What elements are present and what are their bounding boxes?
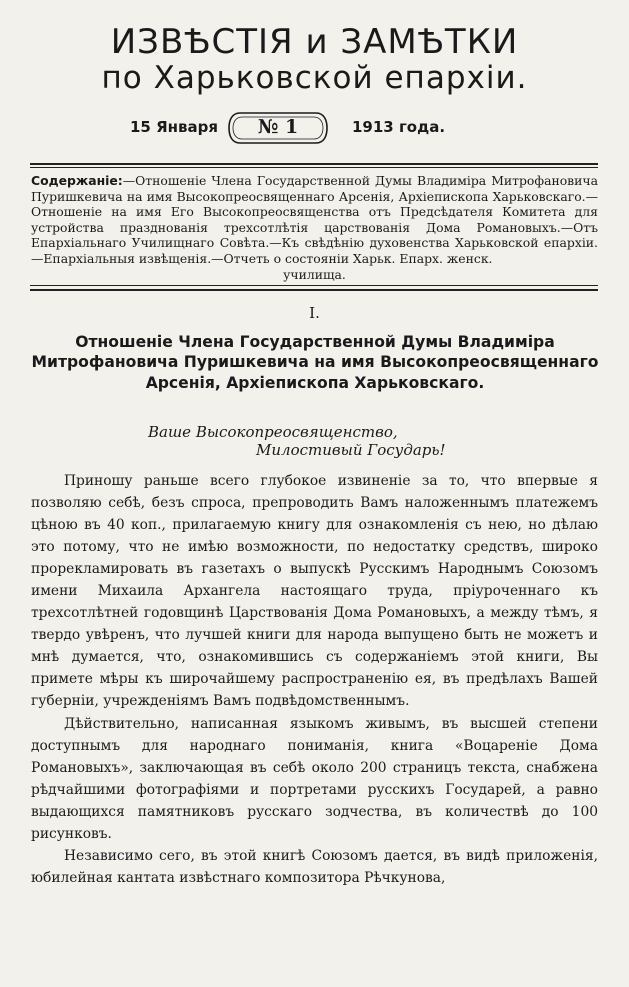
contents-text: —Отношеніе Члена Государственной Думы Владиміра Митрофановича Пуришкевича на имя Высокопреосвященнаго Арсенія, Архіепископа Харьковскаго.—Отношеніе на имя Его Высокопреосвященства отъ Предсѣдателя Комитета для устройства празднованія трехсотлѣтія царствованія Дома Романовыхъ.—Отъ Епархіальнаго Училищнаго Совѣта.—Къ свѣдѣнію духовенства Харьковской епархіи. —Епархіальныя извѣщенія.—Отчеть о состояніи Харьк. Епарх. женск. [31, 173, 598, 266]
salutation-line-1: Ваше Высокопреосвященство, [148, 423, 398, 441]
paragraph: Приношу раньше всего глубокое извиненіе за то, что впервые я позволяю себѣ, безъ спроса, препроводить Вамъ наложеннымъ платежемъ цѣною въ 40 коп., прилагаемую книгу для ознакомленія съ нею, но дѣлаю это потому, что не имѣю возможности, по недостатку средствъ, широко прорекламировать въ газетахъ о выпускѣ Русскимъ Народнымъ Союзомъ имени Михаила Архангела настоящаго труда, пріуроченнаго къ трехсотлѣтней годовщинѣ Царствованія Дома Романовыхъ, а между тѣмъ, я твердо увѣренъ, что лучшей книги для народа выпущено быть не можетъ и мнѣ думается, что, ознакомившись съ содержаніемъ этой книги, Вы примете мѣры къ широчайшему распространенію ея, въ предѣлахъ Вашей губерніи, учрежденіямъ Вамъ подвѣдомственнымъ. [31, 473, 598, 710]
rule-top-thin [30, 167, 598, 168]
issue-line [0, 110, 629, 150]
contents-last-line: училища. [283, 266, 346, 282]
rule-top [30, 163, 598, 165]
issue-number: № 1 [257, 116, 299, 138]
issue-year: 1913 года. [352, 118, 446, 136]
contents-label: Содержаніе: [31, 173, 123, 188]
rule-bottom-thin [30, 285, 598, 286]
issue-date: 15 Января [130, 118, 218, 136]
article-title: Отношеніе Члена Государственной Думы Владиміра Митрофановича Пуришкевича на имя Высокопреосвященнаго Арсенія, Архіепископа Харьковскаго. [31, 333, 599, 392]
paragraph: Независимо сего, въ этой книгѣ Союзомъ дается, въ видѣ приложенія, юбилейная кантата извѣстнаго композитора Рѣчкунова, [31, 847, 598, 886]
paragraph: Дѣйствительно, написанная языкомъ живымъ, въ высшей степени доступнымъ для народнаго пониманія, книга «Воцареніе Дома Романовыхъ», заключающая въ себѣ около 200 страницъ текста, снабжена рѣдчайшими фотографіями и портретами русскихъ Государей, а равно выдающихся памятниковъ русскаго зодчества, въ количествѣ до 100 рисунковъ. [31, 715, 598, 842]
section-number: I. [309, 304, 320, 322]
article-body [31, 470, 598, 889]
rule-bottom [30, 289, 598, 291]
masthead-title-line-1: ИЗВѢСТІЯ и ЗАМѢТКИ [110, 22, 519, 62]
masthead-title-line-2: по Харьковской епархіи. [101, 60, 528, 96]
salutation-line-2: Милостивый Государь! [256, 441, 446, 459]
table-of-contents [31, 173, 598, 282]
